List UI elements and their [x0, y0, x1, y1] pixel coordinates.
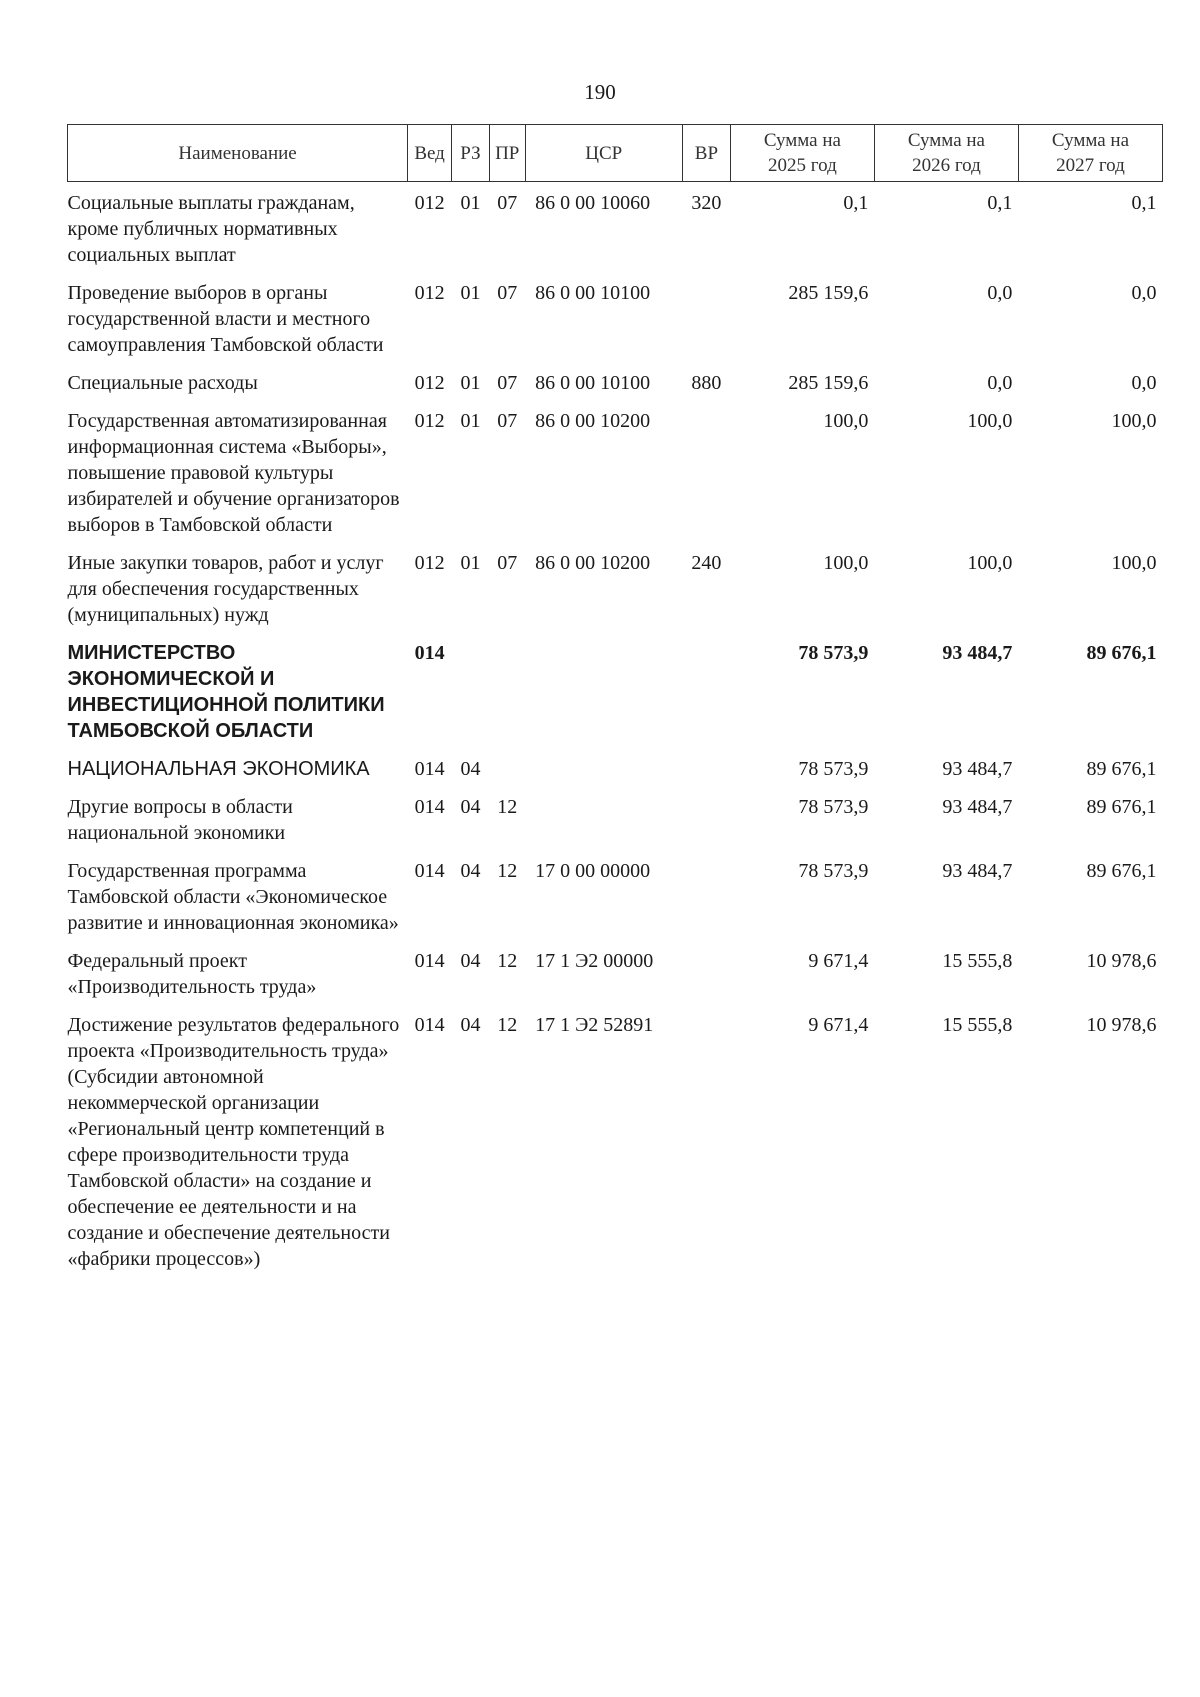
row-sum-2025: 100,0	[823, 552, 869, 574]
row-sum-2025: 285 159,6	[788, 372, 869, 394]
row-sum-2027: 0,0	[1131, 282, 1157, 304]
row-ved: 014	[414, 1014, 445, 1036]
row-csr: 17 1 Э2 00000	[535, 950, 654, 972]
row-csr: 17 0 00 00000	[535, 860, 651, 882]
row-sum-2027: 10 978,6	[1086, 1014, 1157, 1036]
row-sum-2025: 0,1	[843, 192, 869, 214]
header-pr: ПР	[489, 125, 525, 182]
row-vr	[682, 786, 730, 850]
row-csr: 86 0 00 10060	[535, 192, 651, 214]
header-sum-2026-line2: 2026 год	[912, 155, 981, 176]
row-sum-2026: 0,1	[987, 192, 1013, 214]
row-csr	[525, 786, 682, 850]
row-ved: 012	[414, 410, 445, 432]
row-rz: 01	[460, 372, 481, 394]
row-sum-2025: 78 573,9	[798, 758, 869, 780]
row-ved: 014	[414, 758, 445, 780]
row-ved: 012	[414, 552, 445, 574]
row-sum-2025: 285 159,6	[788, 282, 869, 304]
row-csr	[525, 632, 682, 748]
row-rz	[452, 632, 490, 748]
table-row	[68, 786, 1163, 850]
table-row	[68, 1004, 1163, 1276]
page-number: 190	[584, 80, 616, 104]
table-row	[68, 362, 1163, 400]
row-sum-2026: 0,0	[987, 372, 1013, 394]
row-ved: 012	[414, 282, 445, 304]
row-csr: 86 0 00 10100	[535, 372, 651, 394]
table-row-section	[68, 748, 1163, 786]
row-vr	[682, 1004, 730, 1276]
row-ved: 014	[414, 860, 445, 882]
header-sum-2025	[730, 125, 874, 182]
row-rz: 04	[460, 796, 481, 818]
row-pr: 07	[497, 192, 518, 214]
row-name: НАЦИОНАЛЬНАЯ ЭКОНОМИКА	[67, 758, 370, 780]
row-name: Достижение результатов федерального проекта «Производительность труда» (Субсидии автономной некоммерческой организации «Региональный центр компетенций в сфере производительности труда Тамбовской области» на создание и обеспечение ее деятельности и на создание и обеспечение деятельности «фабрики процессов»)	[67, 1014, 400, 1270]
row-pr: 07	[497, 282, 518, 304]
header-sum-2027-line2: 2027 год	[1056, 155, 1125, 176]
row-sum-2026: 93 484,7	[942, 860, 1013, 882]
row-csr: 86 0 00 10200	[535, 552, 651, 574]
row-sum-2025: 9 671,4	[808, 1014, 869, 1036]
table-row	[68, 182, 1163, 273]
table-row	[68, 850, 1163, 940]
row-pr: 07	[497, 372, 518, 394]
row-name: Федеральный проект «Производительность труда»	[67, 950, 317, 998]
budget-table	[67, 124, 1163, 1276]
header-vr: ВР	[682, 125, 730, 182]
row-sum-2027: 0,0	[1131, 372, 1157, 394]
row-pr: 12	[497, 1014, 518, 1036]
row-sum-2027: 0,1	[1131, 192, 1157, 214]
row-csr	[525, 748, 682, 786]
row-pr: 07	[497, 552, 518, 574]
row-csr: 17 1 Э2 52891	[535, 1014, 654, 1036]
row-sum-2027: 89 676,1	[1086, 642, 1157, 664]
header-sum-2025-line2: 2025 год	[768, 155, 837, 176]
row-rz: 04	[460, 860, 481, 882]
row-rz: 04	[460, 950, 481, 972]
row-ved: 014	[414, 796, 445, 818]
table-row	[68, 272, 1163, 362]
row-vr	[682, 748, 730, 786]
row-name: Специальные расходы	[67, 372, 258, 394]
row-sum-2026: 93 484,7	[942, 758, 1013, 780]
row-rz: 01	[460, 282, 481, 304]
row-sum-2026: 100,0	[967, 552, 1013, 574]
row-ved: 014	[414, 950, 445, 972]
row-sum-2026: 15 555,8	[942, 950, 1013, 972]
table-row	[68, 940, 1163, 1004]
header-ved: Вед	[408, 125, 452, 182]
row-sum-2025: 78 573,9	[798, 796, 869, 818]
header-csr: ЦСР	[525, 125, 682, 182]
header-sum-2026	[874, 125, 1018, 182]
row-rz: 04	[460, 1014, 481, 1036]
row-rz: 01	[460, 552, 481, 574]
table-row	[68, 542, 1163, 632]
header-sum-2026-line1: Сумма на	[907, 130, 985, 151]
row-pr: 12	[497, 950, 518, 972]
header-rz: РЗ	[452, 125, 490, 182]
table-header-row	[68, 125, 1163, 182]
row-name: Государственная автоматизированная информационная система «Выборы», повышение правовой культуры избирателей и обучение организаторов выборов в Тамбовской области	[67, 410, 400, 536]
header-sum-2025-line1: Сумма на	[763, 130, 841, 151]
row-sum-2027: 89 676,1	[1086, 758, 1157, 780]
row-rz: 01	[460, 410, 481, 432]
row-vr: 880	[691, 372, 722, 394]
row-vr	[682, 400, 730, 542]
row-pr: 12	[497, 860, 518, 882]
row-sum-2025: 78 573,9	[798, 860, 869, 882]
row-pr: 07	[497, 410, 518, 432]
row-rz: 04	[460, 758, 481, 780]
row-sum-2027: 10 978,6	[1086, 950, 1157, 972]
row-rz: 01	[460, 192, 481, 214]
table-row-ministry	[68, 632, 1163, 748]
row-ved: 012	[414, 192, 445, 214]
row-vr	[682, 850, 730, 940]
row-sum-2026: 100,0	[967, 410, 1013, 432]
row-pr	[489, 632, 525, 748]
row-pr	[489, 748, 525, 786]
table-row	[68, 400, 1163, 542]
header-sum-2027	[1018, 125, 1162, 182]
row-name: Иные закупки товаров, работ и услуг для обеспечения государственных (муниципальных) нужд	[67, 552, 384, 626]
row-name: Проведение выборов в органы государственной власти и местного самоуправления Тамбовской области	[67, 282, 384, 356]
row-ved: 014	[414, 642, 445, 664]
row-sum-2025: 100,0	[823, 410, 869, 432]
row-name: Социальные выплаты гражданам, кроме публичных нормативных социальных выплат	[67, 192, 355, 266]
header-sum-2027-line1: Сумма на	[1051, 130, 1130, 151]
row-name: Другие вопросы в области национальной экономики	[67, 796, 293, 844]
row-vr	[682, 940, 730, 1004]
row-sum-2026: 93 484,7	[942, 642, 1013, 664]
row-sum-2027: 100,0	[1111, 552, 1157, 574]
row-vr	[682, 272, 730, 362]
row-ved: 012	[414, 372, 445, 394]
row-vr: 320	[691, 192, 722, 214]
row-vr	[682, 632, 730, 748]
row-sum-2026: 15 555,8	[942, 1014, 1013, 1036]
row-sum-2027: 100,0	[1111, 410, 1157, 432]
row-pr: 12	[497, 796, 518, 818]
row-name: Государственная программа Тамбовской области «Экономическое развитие и инновационная экономика»	[67, 860, 399, 934]
row-sum-2026: 93 484,7	[942, 796, 1013, 818]
header-name: Наименование	[68, 125, 408, 182]
row-sum-2025: 78 573,9	[798, 642, 869, 664]
row-csr: 86 0 00 10200	[535, 410, 651, 432]
row-sum-2027: 89 676,1	[1086, 860, 1157, 882]
row-sum-2026: 0,0	[987, 282, 1013, 304]
row-vr: 240	[691, 552, 722, 574]
row-csr: 86 0 00 10100	[535, 282, 651, 304]
row-sum-2027: 89 676,1	[1086, 796, 1157, 818]
row-sum-2025: 9 671,4	[808, 950, 869, 972]
row-name: МИНИСТЕРСТВО ЭКОНОМИЧЕСКОЙ И ИНВЕСТИЦИОННОЙ ПОЛИТИКИ ТАМБОВСКОЙ ОБЛАСТИ	[67, 642, 385, 742]
